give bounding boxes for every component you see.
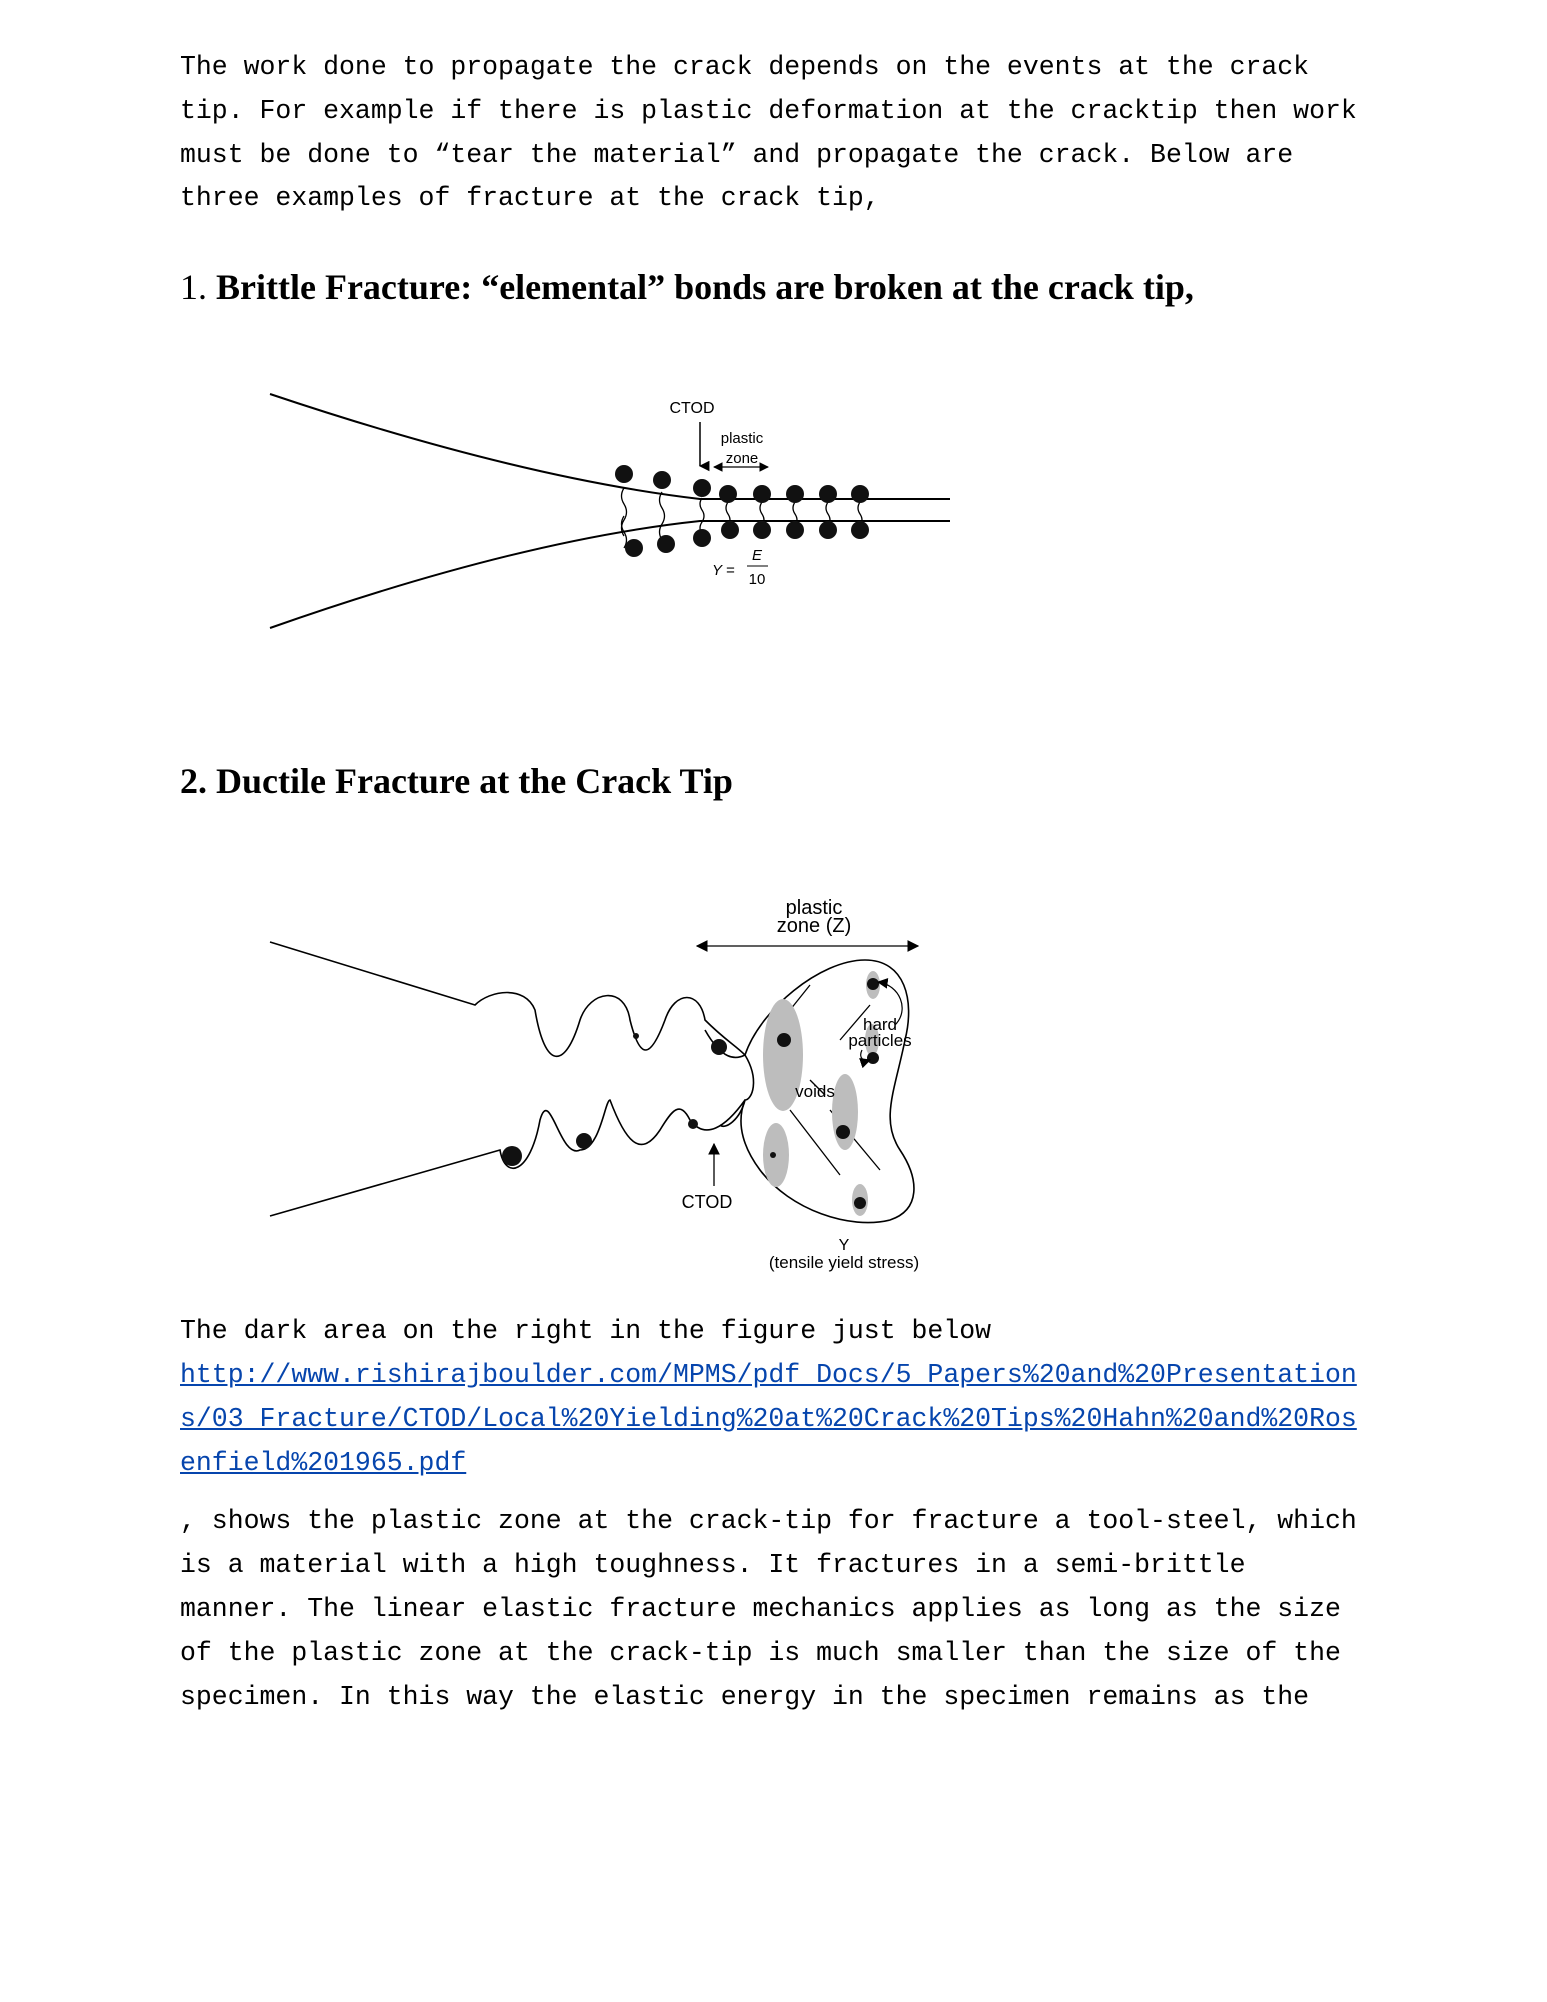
formula-denominator: 10 bbox=[748, 571, 766, 588]
slip-lines bbox=[790, 985, 880, 1175]
body-line-6: specimen. In this way the elastic energy in the specimen remains as the bbox=[180, 1682, 1310, 1712]
formula-lhs: Y = bbox=[712, 562, 735, 579]
formula-numerator: E bbox=[751, 547, 763, 564]
upper-crack-outline bbox=[270, 942, 745, 1056]
section-1-title: Brittle Fracture: “elemental” bonds are broken at the crack tip, bbox=[216, 267, 1194, 307]
intro-line-3: must be done to “tear the material” and propagate the crack. Below are bbox=[180, 140, 1294, 170]
section-1-number: 1. bbox=[180, 267, 207, 307]
zone-label-1: zone bbox=[725, 450, 759, 467]
plastic-label-2: plastic bbox=[785, 897, 843, 919]
particles-label: particles bbox=[848, 1031, 912, 1050]
hard-label: hard bbox=[862, 1015, 898, 1034]
voids-label: voids bbox=[795, 1082, 835, 1101]
intro-line-1: The work done to propagate the crack depends on the events at the crack bbox=[180, 52, 1310, 82]
tensile-yield-label: (tensile yield stress) bbox=[768, 1253, 920, 1272]
body-line-1: The dark area on the right in the figure just below bbox=[180, 1316, 992, 1346]
reference-link-line-3[interactable]: enfield%201965.pdf bbox=[180, 1448, 467, 1478]
plastic-label-1: plastic bbox=[720, 430, 764, 447]
body-line-2: , shows the plastic zone at the crack-tip for fracture a tool-steel, which bbox=[180, 1506, 1357, 1536]
body-line-5: of the plastic zone at the crack-tip is much smaller than the size of the bbox=[180, 1638, 1341, 1668]
reference-link-line-2[interactable]: s/03 Fracture/CTOD/Local%20Yielding%20at%20Crack%20Tips%20Hahn%20and%20Ros bbox=[180, 1404, 1357, 1434]
body-line-3: is a material with a high toughness. It fractures in a semi-brittle bbox=[180, 1550, 1246, 1580]
intro-line-4: three examples of fracture at the crack tip, bbox=[180, 183, 880, 213]
body-line-4: manner. The linear elastic fracture mechanics applies as long as the size bbox=[180, 1594, 1341, 1624]
y-label: Y bbox=[838, 1237, 850, 1254]
ctod-label-1: CTOD bbox=[669, 400, 715, 417]
reference-link-line-1[interactable]: http://www.rishirajboulder.com/MPMS/pdf Docs/5 Papers%20and%20Presentation bbox=[180, 1360, 1357, 1390]
intro-line-2: tip. For example if there is plastic deformation at the cracktip then work bbox=[180, 96, 1357, 126]
ctod-label-2: CTOD bbox=[681, 1192, 733, 1212]
zone-label-2: zone (Z) bbox=[776, 915, 852, 937]
section-2-title: 2. Ductile Fracture at the Crack Tip bbox=[180, 761, 733, 801]
